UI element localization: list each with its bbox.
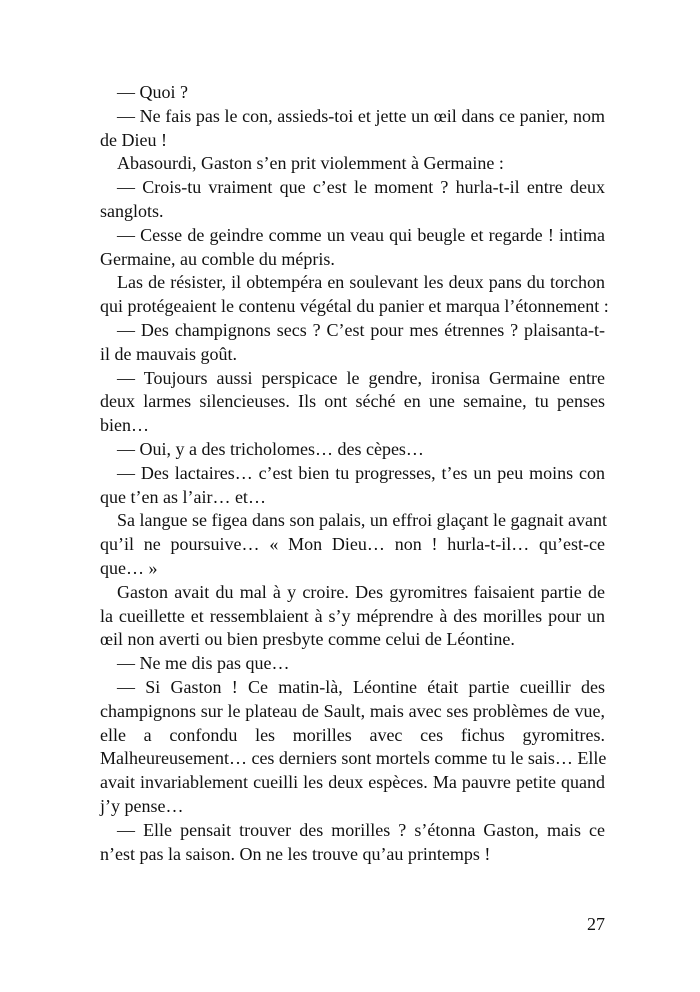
text-line: Las de résister, il obtempéra en soulevant les deux pans du torchon xyxy=(117,272,605,293)
text-line: avait invariablement cueilli les deux espèces. Ma pauvre petite quand xyxy=(100,772,605,793)
text-line: — Ne fais pas le con, assieds-toi et jette un œil dans ce panier, nom xyxy=(117,105,605,126)
text-line: la cueillette et ressemblaient à s’y méprendre à des morilles pour un xyxy=(100,605,605,626)
text-line: deux larmes silencieuses. Ils ont séché en une semaine, tu penses xyxy=(100,391,605,412)
body-text xyxy=(100,81,609,866)
text-line: — Crois-tu vraiment que c’est le moment ? hurla-t-il entre deux xyxy=(117,177,605,198)
text-line: — Ne me dis pas que… xyxy=(117,653,290,674)
text-line: Gaston avait du mal à y croire. Des gyromitres faisaient partie de xyxy=(117,581,605,602)
text-line: j’y pense… xyxy=(100,795,184,816)
text-line: — Oui, y a des tricholomes… des cèpes… xyxy=(117,438,424,459)
text-line: Malheureusement… ces derniers sont mortels comme tu le sais… Elle xyxy=(100,748,607,769)
text-line: — Toujours aussi perspicace le gendre, ironisa Germaine entre xyxy=(117,367,605,388)
text-line: Germaine, au comble du mépris. xyxy=(100,248,335,269)
text-line: champignons sur le plateau de Sault, mais avec ses problèmes de vue, xyxy=(100,700,605,721)
text-line: qu’il ne poursuive… « Mon Dieu… non ! hurla-t-il… qu’est-ce xyxy=(100,534,605,555)
text-line: Abasourdi, Gaston s’en prit violemment à Germaine : xyxy=(117,153,504,174)
text-line: — Des lactaires… c’est bien tu progresses, t’es un peu moins con xyxy=(117,462,605,483)
text-line: bien… xyxy=(100,415,149,436)
page-number: 27 xyxy=(587,914,605,934)
text-line: n’est pas la saison. On ne les trouve qu’au printemps ! xyxy=(100,843,491,864)
text-line: elle a confondu les morilles avec ces fichus gyromitres. xyxy=(100,724,605,745)
text-line: — Cesse de geindre comme un veau qui beugle et regarde ! intima xyxy=(117,224,605,245)
text-line: — Quoi ? xyxy=(117,82,188,102)
text-line: de Dieu ! xyxy=(100,129,167,150)
text-line: que… » xyxy=(100,557,158,578)
text-line: sanglots. xyxy=(100,200,164,221)
text-line: Sa langue se figea dans son palais, un effroi glaçant le gagnait avant xyxy=(117,510,607,531)
text-line: que t’en as l’air… et… xyxy=(100,486,266,507)
text-line: — Elle pensait trouver des morilles ? s’étonna Gaston, mais ce xyxy=(117,819,605,840)
text-line: œil non averti ou bien presbyte comme celui de Léontine. xyxy=(100,629,515,650)
text-line: — Des champignons secs ? C’est pour mes étrennes ? plaisanta-t- xyxy=(117,319,605,340)
text-line: qui protégeaient le contenu végétal du panier et marqua l’étonnement : xyxy=(100,296,609,317)
text-line: — Si Gaston ! Ce matin-là, Léontine était partie cueillir des xyxy=(117,676,605,697)
text-line: il de mauvais goût. xyxy=(100,343,237,364)
